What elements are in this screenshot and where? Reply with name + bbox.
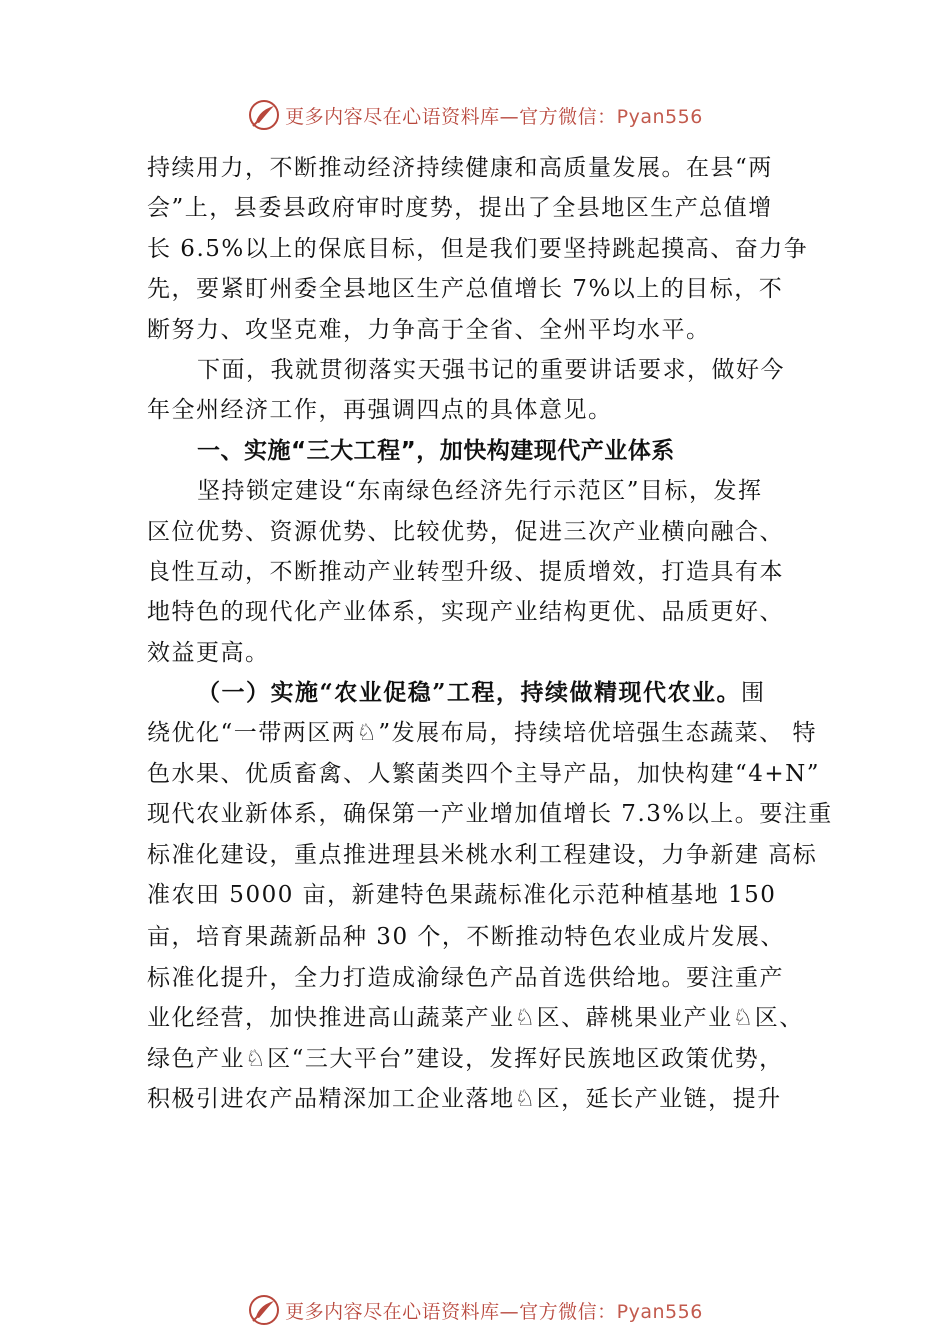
paragraph-line: 下面，我就贯彻落实天强书记的重要讲话要求，做好今 (197, 356, 785, 383)
logo-icon (247, 98, 281, 132)
paragraph-line: 标准化提升，全力打造成渝绿色产品首选供给地。要注重产 (147, 964, 784, 991)
paragraph-line: 良性互动，不断推动产业转型升级、提质增效，打造具有本 (147, 558, 784, 585)
paragraph-text: 围 (740, 680, 766, 707)
paragraph-line: 积极引进农产品精深加工企业落地♘区，延长产业链，提升 (147, 1085, 782, 1112)
wechat-id: Pyan556 (616, 1300, 703, 1323)
paragraph-line: 区位优势、资源优势、比较优势，促进三次产业横向融合、 (147, 518, 784, 545)
footer-banner (0, 1290, 950, 1330)
paragraph-line: 断努力、攻坚克难，力争高于全省、全州平均水平。 (147, 316, 711, 343)
paragraph-line: 长 6.5%以上的保底目标，但是我们要坚持跳起摸高、奋力争 (147, 235, 809, 262)
header-banner (0, 95, 950, 135)
document-body (147, 148, 837, 1119)
paragraph-line: 亩，培育果蔬新品种 30 个，不断推动特色农业成片发展、 (147, 924, 785, 951)
paragraph-line: 绿色产业♘区“三大平台”建设，发挥好民族地区政策优势， (147, 1045, 784, 1072)
subheading-line (147, 673, 837, 713)
paragraph-line: 先，要紧盯州委全县地区生产总值增长 7%以上的目标，不 (147, 276, 784, 303)
wechat-id: Pyan556 (616, 105, 703, 128)
paragraph-line: 地特色的现代化产业体系，实现产业结构更优、品质更好、 (147, 599, 784, 626)
paragraph-line: 现代农业新体系，确保第一产业增加值增长 7.3%以上。要注重 (147, 801, 833, 828)
banner-text: 更多内容尽在心语资料库—官方微信：Pyan556 (285, 105, 703, 128)
paragraph-line: 年全州经济工作，再强调四点的具体意见。 (147, 397, 613, 424)
paragraph-line: 准农田 5000 亩，新建特色果蔬标准化示范种植基地 150 (147, 882, 777, 909)
paragraph-line: 标准化建设，重点推进理县米桃水利工程建设，力争新建 高标 (147, 841, 818, 868)
paragraph-line: 持续用力，不断推动经济持续健康和高质量发展。在县“两 (147, 155, 773, 181)
paragraph-line: 业化经营，加快推进高山蔬菜产业♘区、薜桃果业产业♘区、 (147, 1005, 804, 1032)
paragraph-line: 色水果、优质畜禽、人繁菌类四个主导产品，加快构建“4+N” (147, 760, 821, 787)
subsection-heading: （一）实施“农业促稳”工程，持续做精现代农业。 (197, 679, 741, 707)
paragraph-line: 坚持锁定建设“东南绿色经济先行示范区”目标，发挥 (197, 478, 763, 505)
banner-text: 更多内容尽在心语资料库—官方微信：Pyan556 (285, 1300, 703, 1323)
paragraph-line: 会”上，县委县政府审时度势，提出了全县地区生产总值增 (147, 195, 773, 222)
section-heading: 一、实施“三大工程”，加快构建现代产业体系 (197, 437, 675, 464)
paragraph-line: 绕优化“一带两区两♘”发展布局，持续培优培强生态蔬菜、 特 (147, 720, 817, 747)
logo-icon (247, 1293, 281, 1327)
paragraph-line: 效益更高。 (147, 639, 270, 666)
